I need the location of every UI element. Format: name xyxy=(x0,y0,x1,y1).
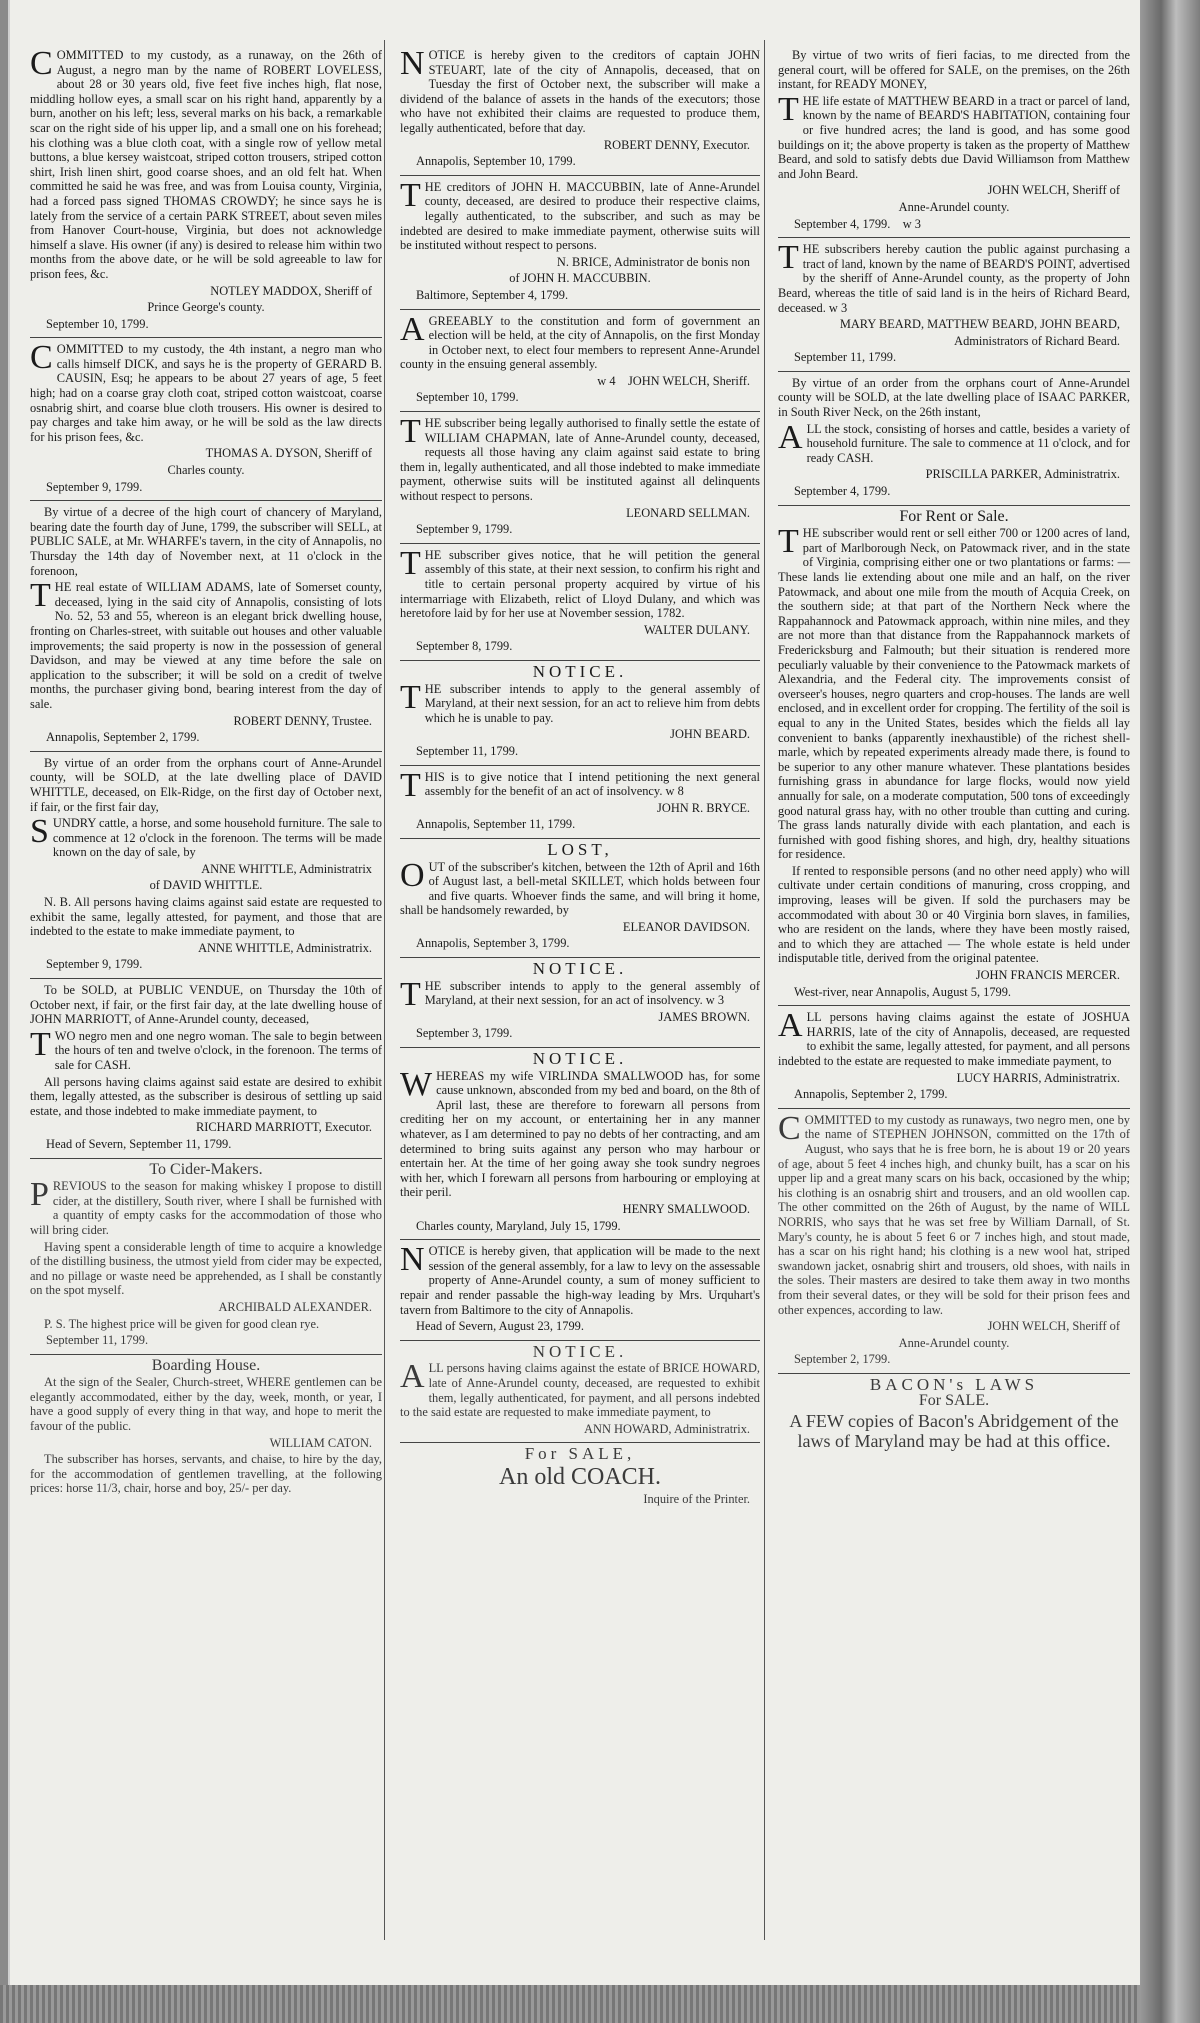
drop-cap: T xyxy=(778,90,799,128)
column-rule xyxy=(384,40,385,1940)
drop-cap: T xyxy=(778,523,799,561)
ad-steuart-creditors: NOTICE is hereby given to the creditors of captain JOHN STEUART, late of the city of Annapolis, deceased, that on Tuesday the first of October next, the subscriber will make a dividend of the balance of assets in the hands of the executors; those who have not exhibited their claims are requested to produce them, legally authenticated, before that day. ROBERT DENNY, Executor. Annapolis, September 10, 1799. xyxy=(400,44,760,176)
ad-coach-sale: For SALE, An old COACH. Inquire of the Printer. xyxy=(498,1444,750,1506)
ad-whittle-sale: By virtue of an order from the orphans court of Anne-Arundel county, will be SOLD, at the late dwelling place of DAVID WHITTLE, deceased, on Elk-Ridge, on the first day of October next, if fair, or the first fair day, SUNDRY cattle, a horse, and some household furniture. The sale to commence at 12 o'clock in the forenoon. The terms will be made known on the day of sale, by ANNE WHITTLE, Administratrix of DAVID WHITTLE. N. B. All persons having claims against said estate are requested to exhibit the same, legally attested, for payment, and those that are indebted to the estate to make immediate payment, to ANNE WHITTLE, Administratrix. September 9, 1799. xyxy=(30,752,382,979)
drop-cap: C xyxy=(30,339,53,377)
ad-bryce-insolvency: THIS is to give notice that I intend petitioning the next general assembly for the benefit of an act of insolvency. w 8 JOHN R. BRYCE. Annapolis, September 11, 1799. xyxy=(400,766,760,839)
ad-bacons-laws: BACON's LAWS For SALE. A FEW copies of Bacon's Abridgement of the laws of Maryland may be had at this office. xyxy=(789,1374,1119,1452)
ad-smallwood-notice: NOTICE. WHEREAS my wife VIRLINDA SMALLWOOD has, for some cause unknown, absconded from my bed and board, on the 8th of April last, these are therefore to forewarn all persons from crediting her on my account, or entertaining her in any manner whatever, as I am determined to pay no debts of her contracting, and am determined to bring suits against any person who may harbour or entertain her. At the time of her going away she took sundry negroes with her, which I forewarn all persons from harbouring or employing at their peril. HENRY SMALLWOOD. Charles county, Maryland, July 15, 1799. xyxy=(400,1048,760,1240)
scan-bottom-edge xyxy=(0,1985,1140,2023)
ad-lost-skillet: LOST, OUT of the subscriber's kitchen, between the 12th of April and 16th of August last, a bell-metal SKILLET, which holds between four and five quarts. Whoever finds the same, and will bring it home, shall be handsomely rewarded, by ELEANOR DAVIDSON. Annapolis, September 3, 1799. xyxy=(400,839,760,958)
ad-runaways-johnson-norris: COMMITTED to my custody as runaways, two negro men, one by the name of STEPHEN JOHNSON, committed on the 17th of August, who says that he is free born, he is about 19 or 20 years of age, about 5 feet 4 inches high, and chunky built, has a scar on his upper lip and a great many scars on his back, occasioned by the whip; his clothing is an osnabrig shirt and trousers, and an old woollen cap. The other committed on the 26th of August, by the name of WILL NORRIS, who says that he was set free by William Darnall, of St. Mary's county, he is about 5 feet 6 or 7 inches high, and stout made, has a scar on his right hand; his clothing is a new wool hat, striped swandown jacket, osnabrig shirt and trousers, old shoes, with nails in the soles. Their masters are desired to take them away in two months from their several dates, or they will be sold for their prison fees and other expences, according to law. JOHN WELCH, Sheriff of Anne-Arundel county. September 2, 1799. xyxy=(778,1109,1130,1374)
ad-beards-point-caution: THE subscribers hereby caution the public against purchasing a tract of land, known by the name of BEARD'S POINT, advertised by the sheriff of Anne-Arundel county, as the property of John Beard, whereas the title of said land is in the heirs of Richard Beard, deceased. w 3 MARY BEARD, MATTHEW BEARD, JOHN BEARD, Administrators of Richard Beard. September 11, 1799. xyxy=(778,238,1130,372)
ad-beard-insolvency: NOTICE. THE subscriber intends to apply to the general assembly of Maryland, at their next session, for an act to relieve him from debts which he is unable to pay. JOHN BEARD. September 11, 1799. xyxy=(400,661,760,766)
drop-cap: T xyxy=(778,239,799,277)
column-3 xyxy=(778,44,1130,1947)
ad-rent-or-sale: For Rent or Sale. THE subscriber would rent or sell either 700 or 1200 acres of land, part of Marlborough Neck, on Patowmack river, and in the state of Virginia, comprising either one or two plantations or farms: — These lands lie extending about one mile and an half, on the river Patowmack, and about one mile from the mouth of Acquia Creek, on the southern side; at that part of the Northern Neck where the Rappahannock and Patowmack approach, within nine miles, and they are not more than that distance from the Rappahannock markets of Fredericksburg and Falmouth; but their situation is rendered more peculiarly valuable by their convenience to the Patowmack markets of Alexandria, and the Federal city. The improvements consist of overseer's houses, negro quarters and crop-houses. The lands are well enclosed, and in excellent order for cropping. The fertility of the soil is equal to any in the United States, besides which the fields all lay convenient to banks (apparently inexhaustible) of the richest shell-marle, which by repeated experiments already made there, is found to be superior to any other manure whatever. These plantations besides furnishing grass in abundance for large flocks, would now yield annually for sale, on a moderate computation, 500 tons of exceedingly good natural grass hay, with no other trouble than cutting and curing. The grass lands naturally divide with each plantation, and each is furnished with good fishing shores, and high, dry, healthy situations for residence. If rented to responsible persons (and no other need apply) who will cultivate under certain conditions of manuring, cross cropping, and improving, leases will be given. If sold the purchasers may be accommodated with about 30 or 40 Virginia born slaves, in families, who are resident on the lands, where they have been mostly raised, and to which they are attached — The whole estate is held under indisputable title, derived from the original patentee. JOHN FRANCIS MERCER. West-river, near Annapolis, August 5, 1799. xyxy=(778,506,1130,1007)
drop-cap: T xyxy=(400,413,421,451)
drop-cap: N xyxy=(400,45,425,82)
ad-runaway-dick: COMMITTED to my custody, the 4th instant, a negro man who calls himself DICK, and says he is the property of GERARD B. CAUSIN, Esq; he appears to be about 27 years of age, 5 feet high; had on a coarse gray cloth coat, striped cotton waistcoat, coarse osnabrig shirt, and coarse blue cloth trousers. His owner is desired to pay charges and take him away, or he will be sold as the law directs for his prison fees, &c. THOMAS A. DYSON, Sheriff of Charles county. September 9, 1799. xyxy=(30,338,382,501)
drop-cap: P xyxy=(30,1176,49,1214)
ad-maccubbin-creditors: THE creditors of JOHN H. MACCUBBIN, late of Anne-Arundel county, deceased, are desired to produce their respective claims, legally authenticated, to the subscriber, and such as may be indebted are desired to make immediate payment, otherwise suits will be instituted without respect to persons. N. BRICE, Administrator de bonis non of JOHN H. MACCUBBIN. Baltimore, September 4, 1799. xyxy=(400,176,760,310)
drop-cap: T xyxy=(400,678,421,716)
drop-cap: T xyxy=(30,577,51,615)
drop-cap: T xyxy=(400,975,421,1013)
column-1 xyxy=(30,44,382,1947)
drop-cap: A xyxy=(778,418,803,456)
ad-harris-estate: ALL persons having claims against the estate of JOSHUA HARRIS, late of the city of Annapolis, deceased, are requested to exhibit the same, legally attested, for payment, and all persons indebted to the estate are requested to make immediate payment, to LUCY HARRIS, Administratrix. Annapolis, September 2, 1799. xyxy=(778,1006,1130,1109)
drop-cap: T xyxy=(30,1025,51,1063)
drop-cap: A xyxy=(400,1358,425,1396)
ad-runaway-loveless: COMMITTED to my custody, as a runaway, on the 26th of August, a negro man by the name of ROBERT LOVELESS, about 28 or 30 years old, five feet five inches high, flat nose, middling hollow eyes, a small scar on his right hand, apparently by a burn, another on his left; less, several marks on his back, a remarkable scar on the right side of his upper lip, and a small one on his forehead; his clothing was a blue cloth coat, with a single row of yellow metal buttons, a blue kersey waistcoat, striped cotton trousers, striped cotton shirt, Irish linen shirt, good coarse shoes, and an old felt hat. When committed he said he was free, and was from Louisa county, Virginia, had a forced pass signed THOMAS CROWDY; he since says he is lately from the service of a certain PARK STREET, about seven miles from Hanover Court-house, Virginia, but does not acknowledge himself a slave. His owner (if any) is desired to release him within two months from the above date, or he will be sold agreeable to law for prison fees, &c. NOTLEY MADDOX, Sheriff of Prince George's county. September 10, 1799. xyxy=(30,44,382,338)
drop-cap: T xyxy=(400,176,421,214)
newspaper-page xyxy=(8,0,1140,1985)
ad-highway-notice: NOTICE is hereby given, that application will be made to the next session of the general assembly, for a law to levy on the assessable property of Anne-Arundel county, a sum of money sufficient to repair and render passable the high-way leading by Mrs. Urquhart's tavern from Baltimore to the city of Annapolis. Head of Severn, August 23, 1799. xyxy=(400,1240,760,1341)
page-binding-edge xyxy=(1140,0,1200,2023)
ad-marriott-vendue: To be SOLD, at PUBLIC VENDUE, on Thursday the 10th of October next, if fair, or the first fair day, at the late dwelling house of JOHN MARRIOTT, of Anne-Arundel county, deceased, TWO negro men and one negro woman. The sale to begin between the hours of ten and twelve o'clock, in the forenoon. The terms of sale for CASH. All persons having claims against said estate are desired to exhibit them, legally attested, as the subscriber is desirous of settling up said estate, and those indebted to make immediate payment, to RICHARD MARRIOTT, Executor. Head of Severn, September 11, 1799. xyxy=(30,979,382,1159)
ad-chapman-estate: THE subscriber being legally authorised to finally settle the estate of WILLIAM CHAPMAN, late of Anne-Arundel county, deceased, requests all those having any claim against said estate to bring them in, legally authenticated, and all those indebted to make immediate payment, otherwise suits will be instituted against all delinquents without respect to persons. LEONARD SELLMAN. September 9, 1799. xyxy=(400,412,760,544)
drop-cap: O xyxy=(400,856,425,894)
drop-cap: C xyxy=(778,1109,801,1147)
drop-cap: A xyxy=(778,1007,803,1045)
drop-cap: N xyxy=(400,1241,425,1279)
drop-cap: S xyxy=(30,813,49,851)
drop-cap: T xyxy=(400,544,421,582)
drop-cap: T xyxy=(400,766,421,804)
ad-dulany-petition: THE subscriber gives notice, that he will petition the general assembly of this state, at their next session, to confirm his right and title to certain personal property acquired by virtue of his intermarriage with Elizabeth, relict of Lloyd Dulany, and which was heretofore laid by for her use at November session, 1782. WALTER DULANY. September 8, 1799. xyxy=(400,544,760,661)
drop-cap: A xyxy=(400,310,425,348)
ad-chancery-sale-adams: By virtue of a decree of the high court of chancery of Maryland, bearing date the fourth day of June, 1799, the subscriber will SELL, at PUBLIC SALE, at Mr. WHARFE's tavern, in the city of Annapolis, no Thursday the 14th day of November next, at 11 o'clock in the forenoon, THE real estate of WILLIAM ADAMS, late of Somerset county, deceased, lying in the said city of Annapolis, consisting of lots No. 52, 53 and 55, whereon is an elegant brick dwelling house, fronting on Charles-street, with suitable out houses and other valuable improvements; the said property is now in the possession of general Davidson, and may be viewed at any time before the sale on application to the subscriber; it will be sold on a credit of twelve months, the purchaser giving bond, bearing interest from the day of sale. ROBERT DENNY, Trustee. Annapolis, September 2, 1799. xyxy=(30,501,382,752)
column-rule xyxy=(764,40,765,1940)
ad-parker-sale: By virtue of an order from the orphans court of Anne-Arundel county will be SOLD, at the late dwelling place of ISAAC PARKER, in South River Neck, on the 26th instant, ALL the stock, consisting of horses and cattle, besides a variety of household furniture. The sale to commence at 11 o'clock, and for ready CASH. PRISCILLA PARKER, Administratrix. September 4, 1799. xyxy=(778,372,1130,506)
ad-brown-insolvency: NOTICE. THE subscriber intends to apply to the general assembly of Maryland, at their next session, for an act of insolvency. w 3 JAMES BROWN. September 3, 1799. xyxy=(400,958,760,1048)
column-2 xyxy=(400,44,760,1947)
drop-cap: C xyxy=(30,45,53,82)
drop-cap: W xyxy=(400,1065,433,1103)
ad-matthew-beard-sale: By virtue of two writs of fieri facias, to me directed from the general court, will be offered for SALE, on the premises, on the 26th instant, for READY MONEY, THE life estate of MATTHEW BEARD in a tract or parcel of land, known by the name of BEARD'S HABITATION, containing four or five hundred acres; the land is good, and has some good buildings on it; the above property is taken as the property of Matthew Beard, and sold to satisfy debts due David Williamson from Matthew and John Beard. JOHN WELCH, Sheriff of Anne-Arundel county. September 4, 1799. w 3 xyxy=(778,44,1130,238)
ad-howard-estate: NOTICE. ALL persons having claims against the estate of BRICE HOWARD, late of Anne-Arundel county, deceased, are requested to exhibit them, legally authenticated, for payment, and all persons indebted to the said estate are requested to make immediate payment, to ANN HOWARD, Administratrix. xyxy=(400,1341,760,1444)
ad-election-notice: AGREEABLY to the constitution and form of government an election will be held, at the city of Annapolis, on the first Monday in October next, to elect four members to represent Anne-Arundel county in the ensuing general assembly. w 4 JOHN WELCH, Sheriff. September 10, 1799. xyxy=(400,310,760,413)
ad-boarding-house: Boarding House. At the sign of the Sealer, Church-street, WHERE gentlemen can be elegantly accommodated, either by the day, week, month, or year, I have a good supply of every thing in that way, and hope to merit the favour of the public. WILLIAM CATON. The subscriber has horses, servants, and chaise, to hire by the day, for the accommodation of gentlemen travelling, at the following prices: horse 11/3, chair, horse and boy, 25/- per day. xyxy=(30,1356,382,1496)
ad-cider-makers: To Cider-Makers. PREVIOUS to the season for making whiskey I propose to distill cider, at the distillery, South river, where I shall be furnished with a quantity of empty casks for the accommodation of those who will bring cider. Having spent a considerable length of time to acquire a knowledge of the distilling business, the utmost yield from cider may be expected, and no pillage or waste need be apprehended, as I shall be constantly on the spot myself. ARCHIBALD ALEXANDER. P. S. The highest price will be given for good clean rye. September 11, 1799. xyxy=(30,1159,382,1355)
